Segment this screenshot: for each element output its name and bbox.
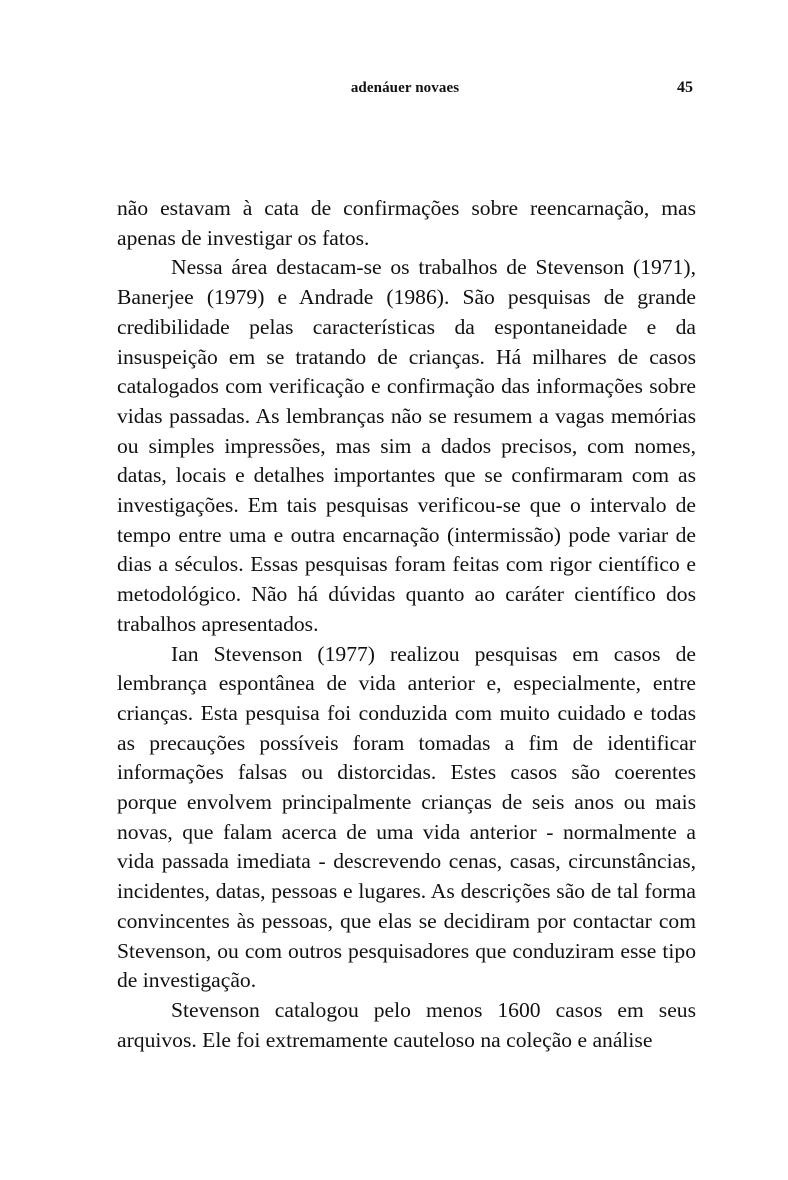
paragraph-continuation: não estavam à cata de confirmações sobre reencarnação, mas apenas de investigar os fatos. — [117, 196, 696, 250]
paragraph-stevenson-catalog: Stevenson catalogou pelo menos 1600 casos em seus arquivos. Ele foi extremamente cauteloso na coleção e análise — [117, 997, 696, 1052]
paragraph-research-overview: Nessa área destacam-se os trabalhos de Stevenson (1971), Banerjee (1979) e Andrade (1986). São pesquisas de grande credibilidade pelas características da espontaneidade e da insuspeição em se tratando de crianças. Há milhares de casos catalogados com verificação e confirmação das informações sobre vidas passadas. As lembranças não se resumem a vagas memórias ou simples impressões, mas sim a dados precisos, com nomes, datas, locais e detalhes importantes que se confirmaram com as investigações. Em tais pesquisas verificou-se que o intervalo de tempo entre uma e outra encarnação (intermissão) pode variar de dias a séculos. Essas pesquisas foram feitas com rigor científico e metodológico. Não há dúvidas quanto ao caráter científico dos trabalhos apresentados. — [117, 255, 696, 636]
page-number: 45 — [677, 79, 693, 96]
body-text — [117, 194, 696, 1055]
running-head-title: adenáuer novaes — [350, 80, 460, 96]
paragraph-stevenson-1977: Ian Stevenson (1977) realizou pesquisas em casos de lembrança espontânea de vida anterior e, especialmente, entre crianças. Esta pesquisa foi conduzida com muito cuidado e todas as precauções possíveis foram tomadas a fim de identificar informações falsas ou distorcidas. Estes casos são coerentes porque envolvem principalmente crianças de seis anos ou mais novas, que falam acerca de uma vida anterior - normalmente a vida passada imediata - descrevendo cenas, casas, circunstâncias, incidentes, datas, pessoas e lugares. As descrições são de tal forma convincentes às pessoas, que elas se decidiram por contactar com Stevenson, ou com outros pesquisadores que conduziram esse tipo de investigação. — [117, 641, 696, 993]
running-head — [117, 76, 693, 100]
